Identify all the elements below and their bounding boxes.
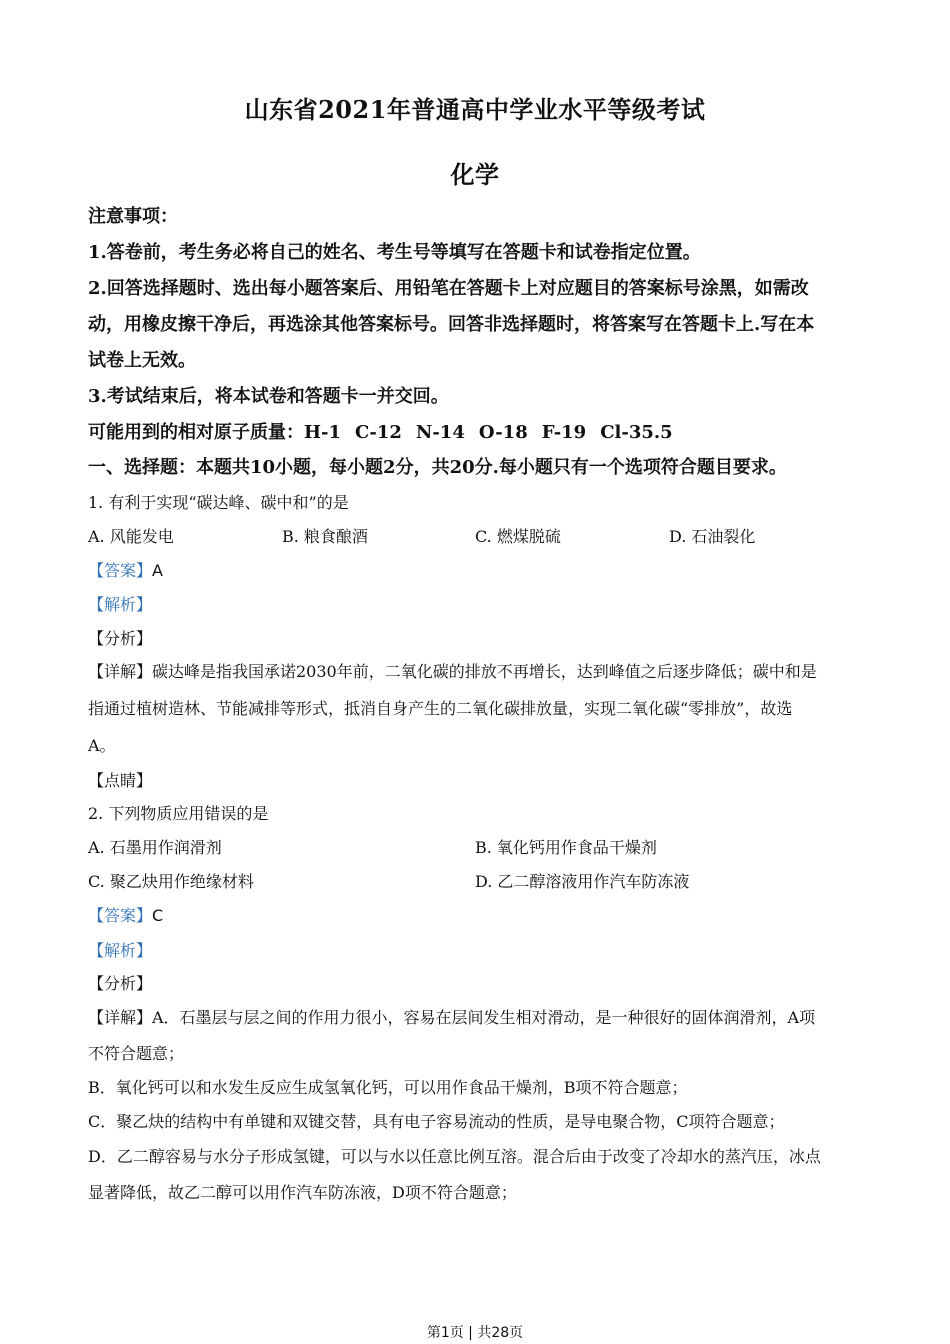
q1-answer-label: 【答案】 bbox=[88, 561, 153, 580]
q2-fenxi-label: 【分析】 bbox=[88, 974, 153, 993]
atomic-mass-cl: Cl-35.5 bbox=[600, 422, 673, 443]
q2-stem: 2. 下列物质应用错误的是 bbox=[88, 804, 269, 823]
q2-option-b: B. 氧化钙用作食品干燥剂 bbox=[475, 838, 657, 857]
q2-detail-line-1: 【详解】A．石墨层与层之间的作用力很小，容易在层间发生相对滑动，是一种很好的固体润滑剂，A项 bbox=[88, 1008, 816, 1027]
atomic-mass-label: 可能用到的相对原子质量： bbox=[88, 422, 304, 443]
q2-analysis-label: 【解析】 bbox=[88, 941, 153, 960]
q1-detail-line-1: 【详解】碳达峰是指我国承诺2030年前，二氧化碳的排放不再增长，达到峰值之后逐步降低；碳中和是 bbox=[88, 662, 817, 681]
atomic-mass-f: F-19 bbox=[541, 422, 587, 443]
q1-option-a: A. 风能发电 bbox=[88, 527, 174, 546]
atomic-mass-n: N-14 bbox=[415, 422, 465, 443]
page-footer: 第1页 | 共28页 bbox=[426, 1325, 524, 1341]
atomic-mass-o: O-18 bbox=[478, 422, 528, 443]
q1-detail-line-3: A。 bbox=[88, 736, 116, 755]
q2-option-c: C. 聚乙炔用作绝缘材料 bbox=[88, 872, 254, 891]
q2-answer bbox=[88, 906, 868, 926]
q2-detail-line-2: 不符合题意； bbox=[88, 1044, 185, 1063]
atomic-mass-c: C-12 bbox=[355, 422, 402, 443]
q1-detail-line-2: 指通过植树造林、节能减排等形式，抵消自身产生的二氧化碳排放量，实现二氧化碳“零排放”，故选 bbox=[88, 699, 793, 718]
q1-option-c: C. 燃煤脱硫 bbox=[475, 527, 561, 546]
notice-item-2-line-2: 动，用橡皮擦干净后，再选涂其他答案标号。回答非选择题时，将答案写在答题卡上.写在本 bbox=[88, 314, 815, 335]
q1-option-d: D. 石油裂化 bbox=[669, 527, 756, 546]
notice-item-1: 1.答卷前，考生务必将自己的姓名、考生号等填写在答题卡和试卷指定位置。 bbox=[88, 242, 701, 263]
q2-detail-line-6: 显著降低，故乙二醇可以用作汽车防冻液，D项不符合题意； bbox=[88, 1183, 517, 1202]
q2-detail-line-4: C．聚乙炔的结构中有单键和双键交替，具有电子容易流动的性质，是导电聚合物，C项符合题意； bbox=[88, 1112, 785, 1131]
q2-answer-label: 【答案】 bbox=[88, 906, 153, 925]
exam-title: 山东省2021年普通高中学业水平等级考试 bbox=[244, 95, 706, 124]
subject-title: 化学 bbox=[450, 160, 500, 189]
q1-comment-label: 【点睛】 bbox=[88, 771, 153, 790]
q2-option-d: D. 乙二醇溶液用作汽车防冻液 bbox=[475, 872, 690, 891]
notice-item-2-line-3: 试卷上无效。 bbox=[88, 350, 196, 371]
notice-item-3: 3.考试结束后，将本试卷和答题卡一并交回。 bbox=[88, 386, 449, 407]
q2-detail-line-5: D．乙二醇容易与水分子形成氢键，可以与水以任意比例互溶。混合后由于改变了冷却水的蒸汽压，冰点 bbox=[88, 1147, 821, 1166]
notice-item-2-line-1: 2.回答选择题时、选出每小题答案后、用铅笔在答题卡上对应题目的答案标号涂黑，如需改 bbox=[88, 278, 809, 299]
q1-stem: 1. 有利于实现“碳达峰、碳中和”的是 bbox=[88, 493, 349, 512]
q1-option-b: B. 粮食酿酒 bbox=[282, 527, 368, 546]
q2-option-a: A. 石墨用作润滑剂 bbox=[88, 838, 222, 857]
q1-answer bbox=[88, 561, 868, 581]
notice-heading: 注意事项： bbox=[88, 206, 178, 227]
q1-analysis-label: 【解析】 bbox=[88, 595, 153, 614]
atomic-mass-line bbox=[88, 422, 868, 444]
q1-answer-value: A bbox=[152, 561, 163, 580]
q2-answer-value: C bbox=[152, 906, 164, 925]
q2-detail-line-3: B．氧化钙可以和水发生反应生成氢氧化钙，可以用作食品干燥剂，B项不符合题意； bbox=[88, 1078, 688, 1097]
section-1-heading: 一、选择题：本题共10小题，每小题2分，共20分.每小题只有一个选项符合题目要求。 bbox=[88, 457, 787, 478]
q1-fenxi-label: 【分析】 bbox=[88, 629, 153, 648]
atomic-mass-h: H-1 bbox=[304, 422, 342, 443]
